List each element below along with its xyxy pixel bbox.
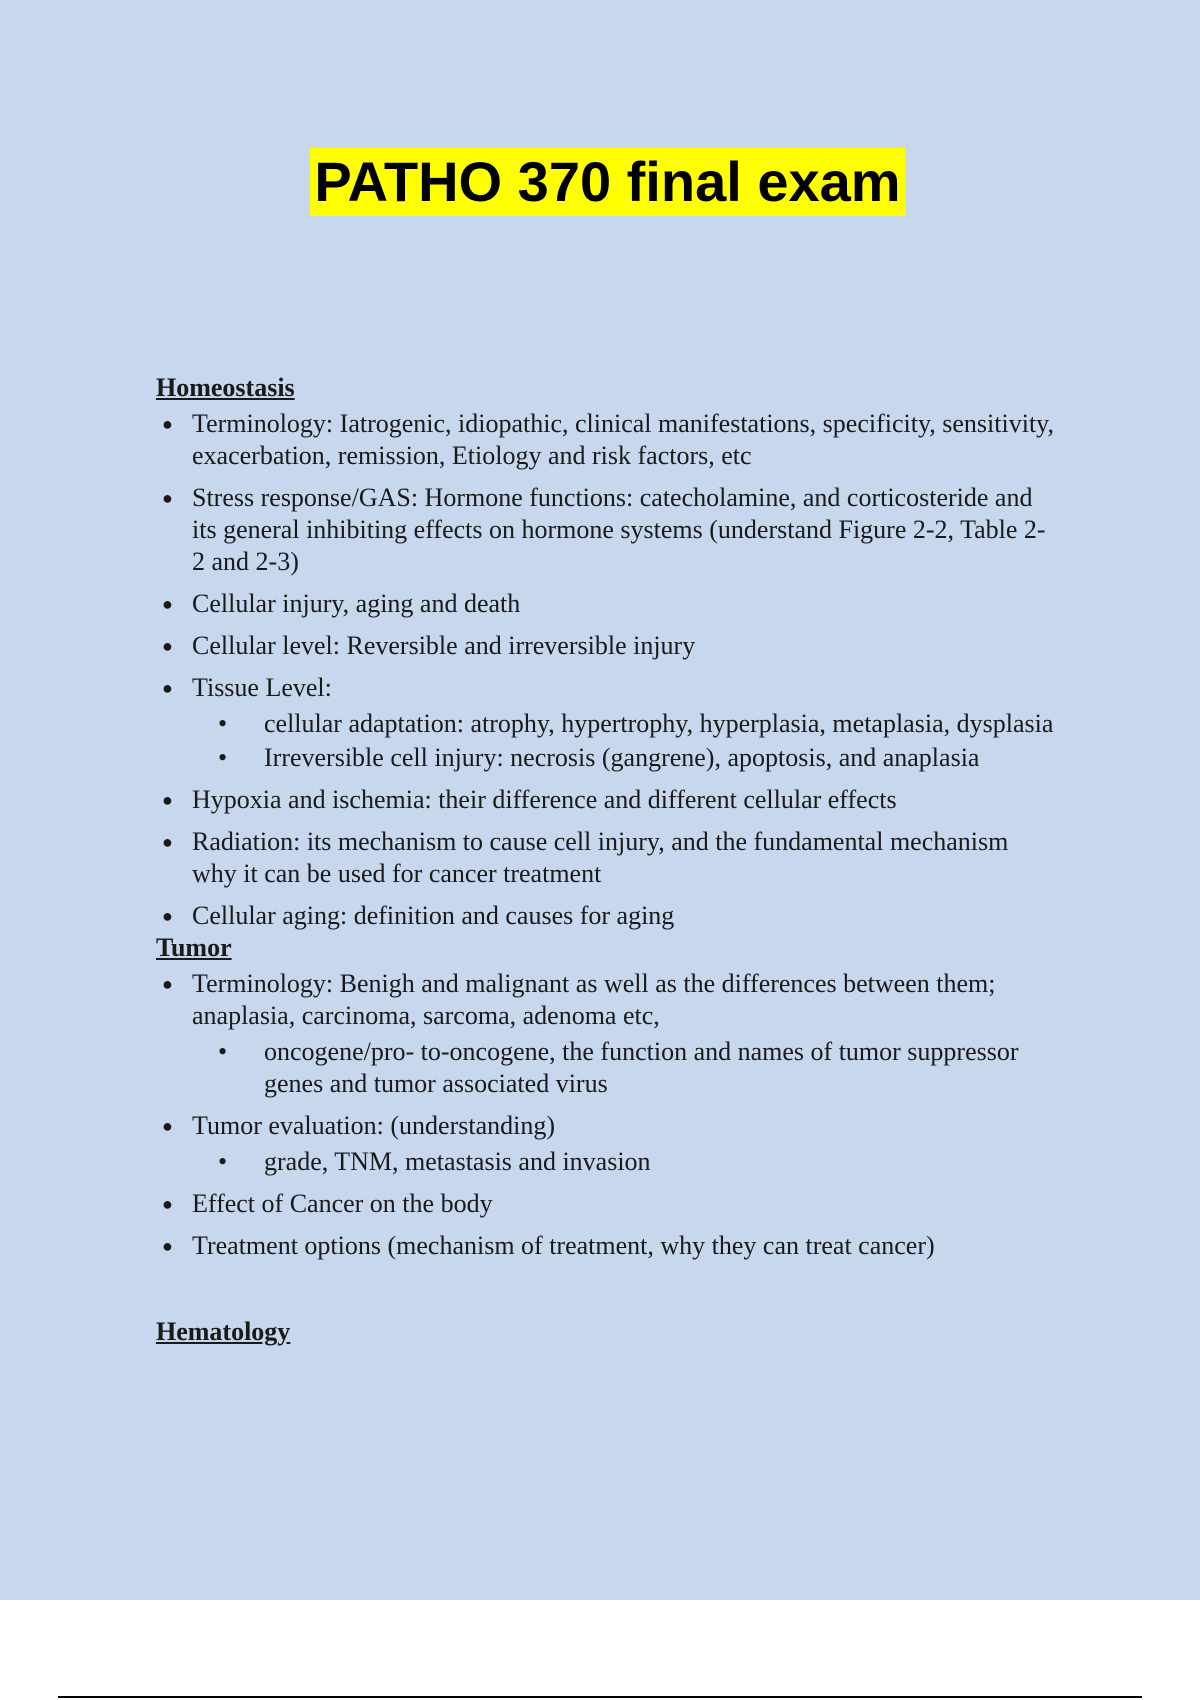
document-title: PATHO 370 final exam xyxy=(310,148,904,216)
document-content xyxy=(156,372,1056,1348)
tissue-level-sublist xyxy=(192,708,1056,774)
section-heading-hematology: Hematology xyxy=(156,1317,291,1346)
list-item-label: Tissue Level: xyxy=(192,673,332,702)
terminology-sublist xyxy=(192,1036,1056,1100)
list-item-terminology xyxy=(156,968,1056,1100)
list-item: ● Hypoxia and ischemia: their difference and different cellular effects xyxy=(156,784,1056,816)
section-heading-tumor: Tumor xyxy=(156,933,232,962)
list-item: ● Cellular level: Reversible and irreversible injury xyxy=(156,630,1056,662)
list-item: ● Radiation: its mechanism to cause cell injury, and the fundamental mechanism why it can be used for cancer treatment xyxy=(156,826,1056,890)
list-item-label: Tumor evaluation: (understanding) xyxy=(192,1111,555,1140)
list-item: ● Cellular injury, aging and death xyxy=(156,588,1056,620)
list-item-tumor-evaluation xyxy=(156,1110,1056,1178)
evaluation-sublist xyxy=(192,1146,1056,1178)
section-heading-homeostasis: Homeostasis xyxy=(156,373,295,402)
list-item: ● Treatment options (mechanism of treatment, why they can treat cancer) xyxy=(156,1230,1056,1262)
list-item: ● Stress response/GAS: Hormone functions: catecholamine, and corticosteride and its general inhibiting effects on hormone systems (understand Figure 2-2, Table 2-2 and 2-3) xyxy=(156,482,1056,578)
list-item: ● Effect of Cancer on the body xyxy=(156,1188,1056,1220)
footer-divider xyxy=(58,1696,1142,1698)
sub-list-item: • oncogene/pro- to-oncogene, the function and names of tumor suppressor genes and tumor associated virus xyxy=(192,1036,1056,1100)
sub-list-item: • cellular adaptation: atrophy, hypertrophy, hyperplasia, metaplasia, dysplasia xyxy=(192,708,1056,740)
sub-list-item: • Irreversible cell injury: necrosis (gangrene), apoptosis, and anaplasia xyxy=(192,742,1056,774)
title-container xyxy=(0,148,1200,216)
list-item: ● Terminology: Iatrogenic, idiopathic, clinical manifestations, specificity, sensitivity, exacerbation, remission, Etiology and risk factors, etc xyxy=(156,408,1056,472)
list-item: ● Cellular aging: definition and causes for aging xyxy=(156,900,1056,932)
list-item-tissue-level xyxy=(156,672,1056,774)
sub-list-item: • grade, TNM, metastasis and invasion xyxy=(192,1146,1056,1178)
tumor-list xyxy=(156,968,1056,1262)
list-item-label: Terminology: Benigh and malignant as well as the differences between them; anaplasia, carcinoma, sarcoma, adenoma etc, xyxy=(192,969,996,1030)
homeostasis-list xyxy=(156,408,1056,932)
